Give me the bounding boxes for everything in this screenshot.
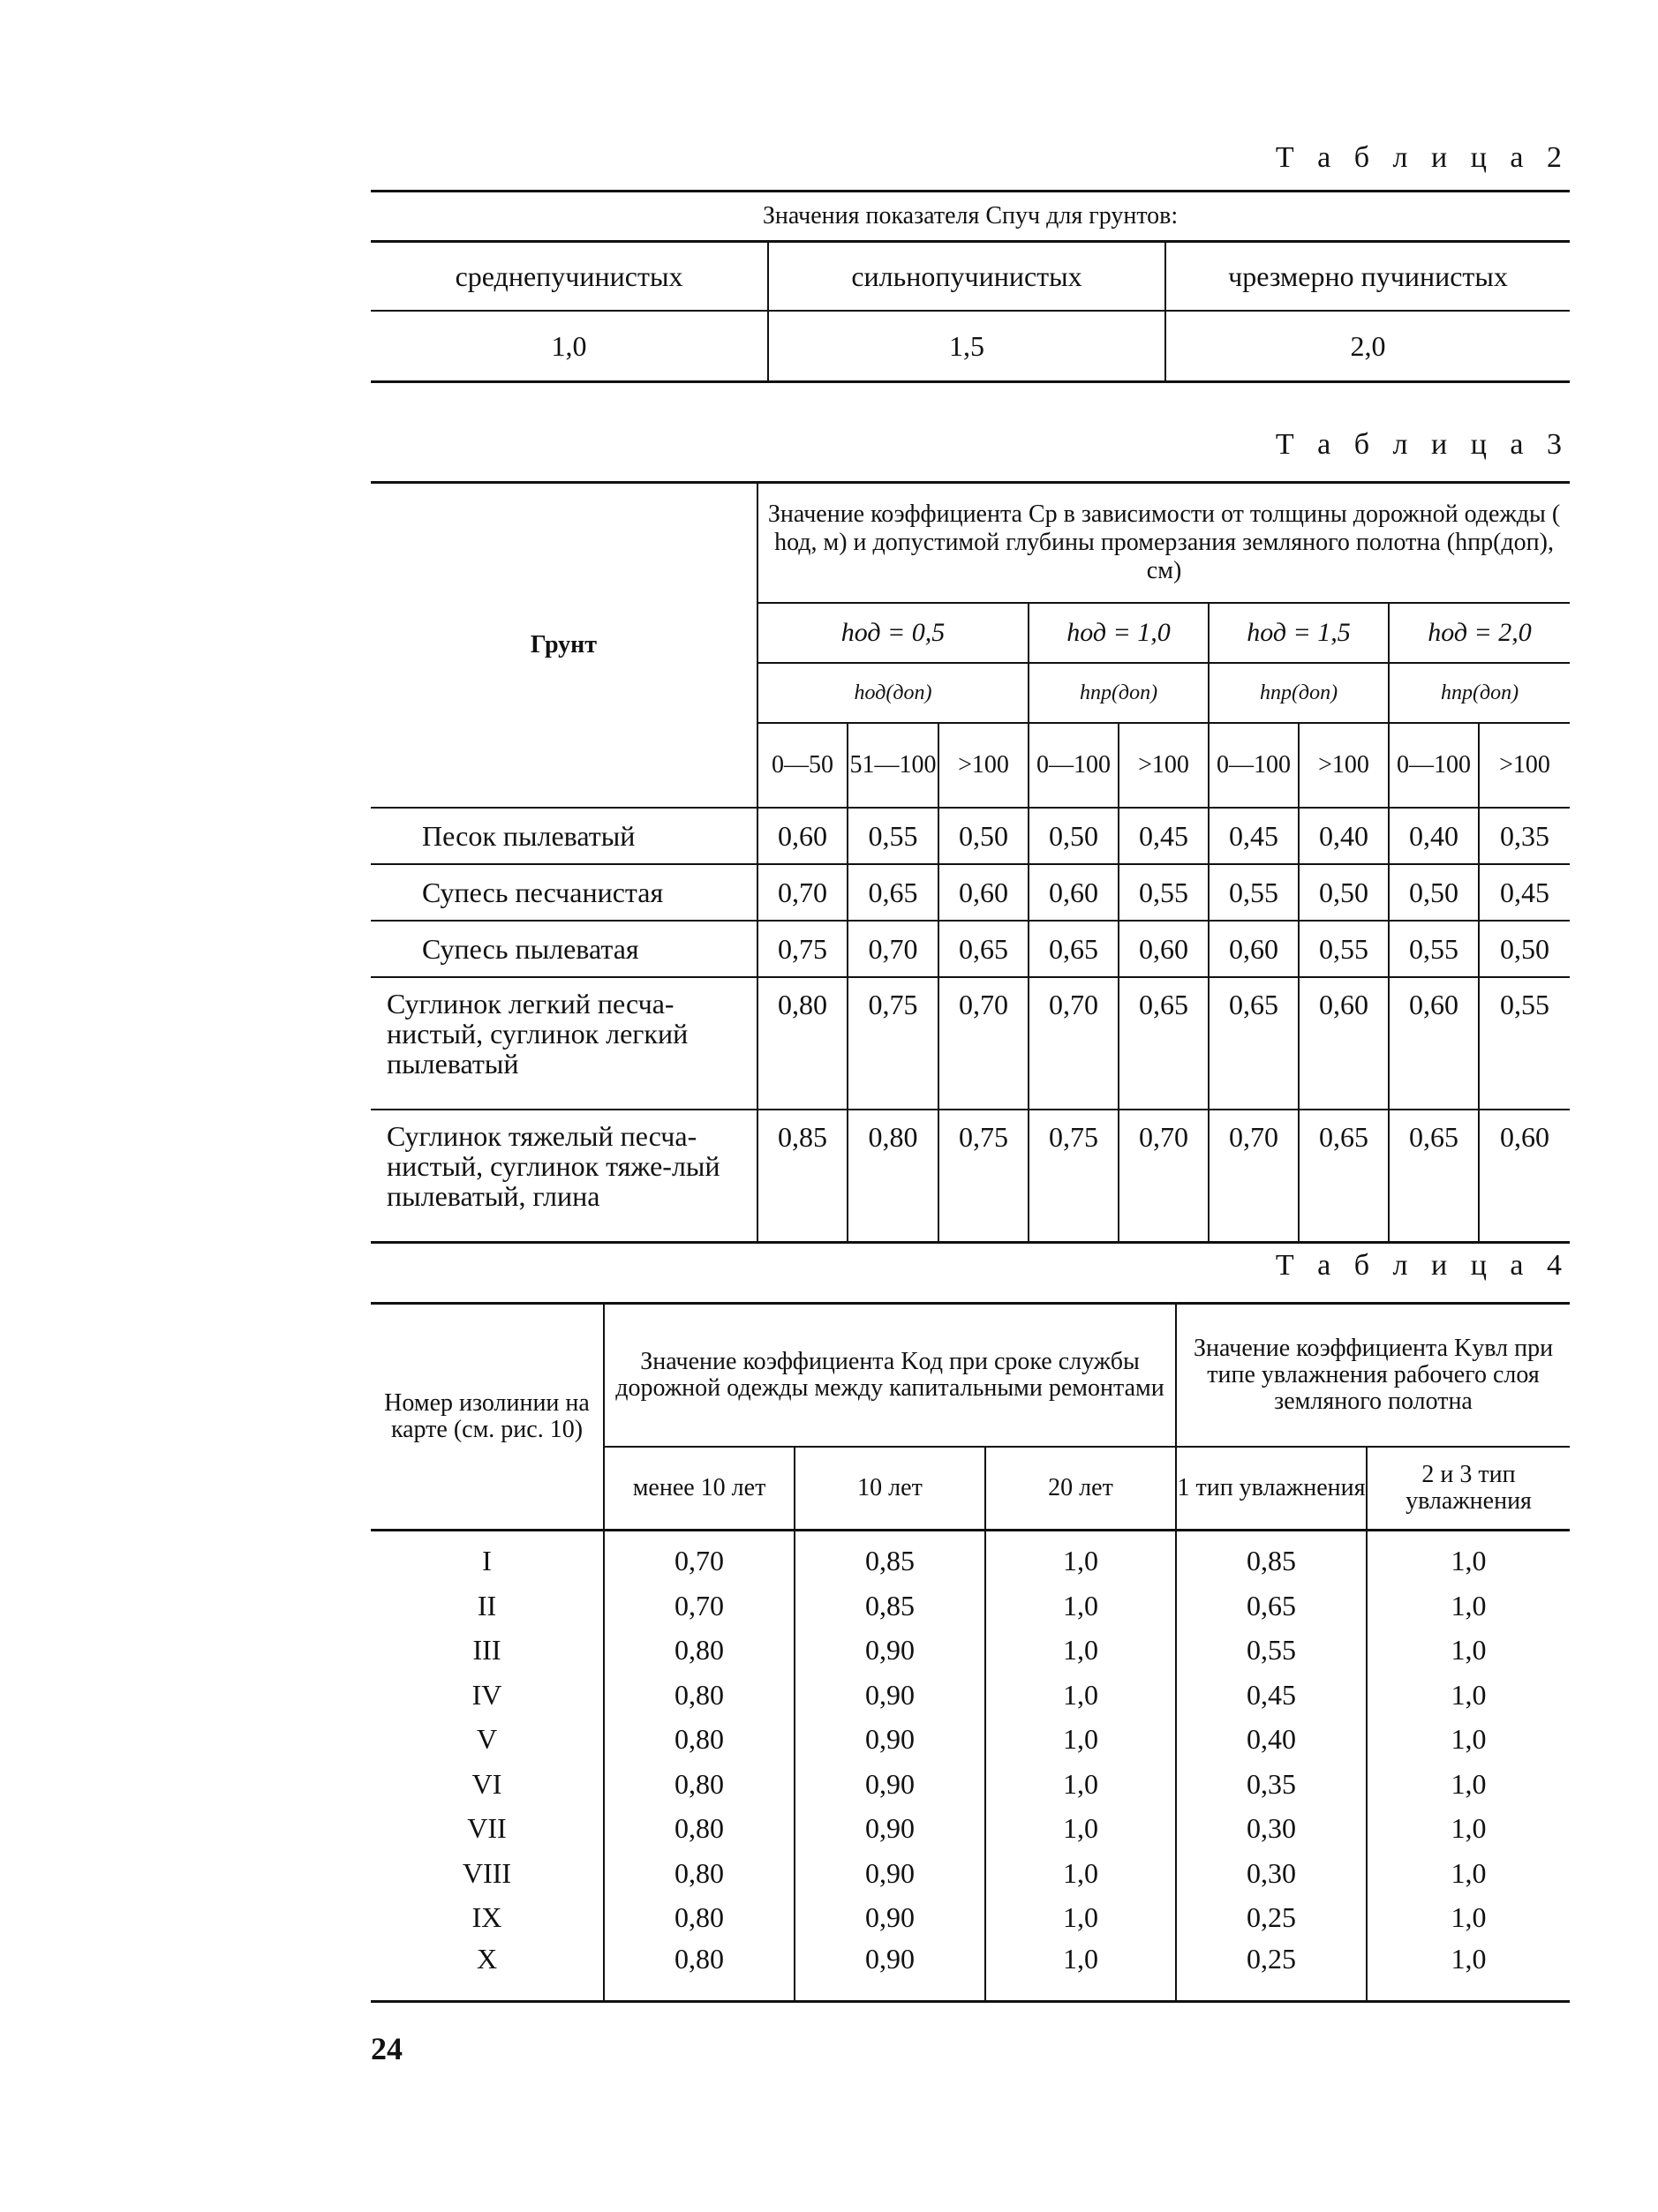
table-cell: 0,70	[938, 977, 1029, 1110]
table-row	[371, 1717, 1570, 1762]
table-cell: 0,85	[795, 1531, 985, 1584]
table-cell: 0,90	[795, 1851, 985, 1896]
table-cell: 0,90	[795, 1762, 985, 1807]
table-cell: 0,50	[1479, 921, 1570, 977]
table3-depth-4: hпр(доп)	[1389, 663, 1570, 723]
table2-col-1: среднепучинистых	[371, 242, 768, 312]
table-cell: 0,70	[757, 864, 848, 921]
table-cell: 1,0	[1367, 1673, 1570, 1718]
table2-value-3: 2,0	[1165, 311, 1570, 382]
table-cell: 0,50	[1299, 864, 1389, 921]
table-cell: 0,65	[848, 864, 938, 921]
table-cell: 0,65	[1389, 1110, 1479, 1243]
table-cell: 0,90	[795, 1940, 985, 2002]
table-cell: 0,75	[757, 921, 848, 977]
table-cell: 0,55	[1119, 864, 1209, 921]
table-cell: 0,70	[848, 921, 938, 977]
table-cell: 0,85	[795, 1584, 985, 1629]
table-cell: 0,80	[848, 1110, 938, 1243]
table3-thickness-2: hод = 1,0	[1029, 603, 1209, 663]
table-cell: 0,45	[1209, 808, 1299, 864]
table2-caption: Т а б л и ц а 2	[1275, 141, 1570, 174]
table-cell: 0,35	[1479, 808, 1570, 864]
table-cell: 1,0	[1367, 1762, 1570, 1807]
isoline-number: X	[476, 1942, 498, 1975]
table-row	[371, 1940, 1570, 2002]
table-cell: 1,0	[985, 1806, 1176, 1851]
table-cell: 0,30	[1176, 1851, 1367, 1896]
table3-depth-1: hод(доп)	[757, 663, 1029, 723]
table4-sub-kod-3: 20 лет	[985, 1447, 1176, 1531]
table-cell: 0,90	[795, 1806, 985, 1851]
table4-sub-kod-1: менее 10 лет	[604, 1447, 795, 1531]
table-cell: 0,40	[1176, 1717, 1367, 1762]
table3-thickness-4: hод = 2,0	[1389, 603, 1570, 663]
table-cell: 0,65	[1119, 977, 1209, 1110]
table-cell: 0,50	[938, 808, 1029, 864]
table-row	[371, 1531, 1570, 1584]
table-cell: 1,0	[1367, 1531, 1570, 1584]
table-cell: 0,65	[1176, 1584, 1367, 1629]
table-cell: 1,0	[1367, 1940, 1570, 2002]
table-row	[371, 1628, 1570, 1673]
table-cell: 0,60	[1479, 1110, 1570, 1243]
table3	[371, 481, 1570, 1244]
isoline-number: VI	[471, 1767, 502, 1800]
table4-sub-kuvl-1: 1 тип увлажнения	[1176, 1447, 1367, 1531]
table-cell: 0,55	[1479, 977, 1570, 1110]
table3-range: >100	[938, 723, 1029, 808]
soil-name: Песок пылеватый	[371, 808, 757, 864]
table-cell: 0,60	[757, 808, 848, 864]
table-cell: 0,60	[1029, 864, 1119, 921]
table-cell: 1,0	[1367, 1717, 1570, 1762]
table-cell: 0,85	[1176, 1531, 1367, 1584]
table-cell: 1,0	[985, 1762, 1176, 1807]
table3-range: >100	[1299, 723, 1389, 808]
table-cell: 0,60	[1299, 977, 1389, 1110]
table-cell: 0,55	[848, 808, 938, 864]
table-cell: 1,0	[985, 1584, 1176, 1629]
table-cell: 0,65	[1029, 921, 1119, 977]
table-row	[371, 1762, 1570, 1807]
table-cell: 0,55	[1209, 864, 1299, 921]
table-cell: 0,65	[938, 921, 1029, 977]
table-cell: 1,0	[985, 1673, 1176, 1718]
table-cell: 0,25	[1176, 1940, 1367, 2002]
table4-caption: Т а б л и ц а 4	[1275, 1249, 1570, 1282]
table-cell: 0,65	[1299, 1110, 1389, 1243]
table-cell: 0,35	[1176, 1762, 1367, 1807]
table-row	[371, 1895, 1570, 1940]
table-cell: 0,30	[1176, 1806, 1367, 1851]
table-cell: 0,75	[1029, 1110, 1119, 1243]
table-cell: 0,80	[604, 1762, 795, 1807]
table-cell: 1,0	[985, 1531, 1176, 1584]
table3-range: >100	[1119, 723, 1209, 808]
table2-value-1: 1,0	[551, 329, 587, 362]
table-cell: 0,90	[795, 1673, 985, 1718]
soil-name: Суглинок тяжелый песча-нистый, суглинок тяже-лый пылеватый, глина	[371, 1110, 757, 1243]
table3-header-main: Значение коэффициента Ср в зависимости от толщины дорожной одежды ( hод, м) и допустимой глубины промерзания земляного полотна (hпр(доп), см)	[757, 483, 1570, 604]
table-cell: 0,25	[1176, 1895, 1367, 1940]
table-cell: 0,80	[604, 1717, 795, 1762]
table2-value-2: 1,5	[768, 311, 1165, 382]
table3-range: 0—50	[757, 723, 848, 808]
table-cell: 0,90	[795, 1895, 985, 1940]
isoline-number: I	[482, 1545, 492, 1577]
isoline-number: VII	[467, 1812, 507, 1845]
table-cell: 0,55	[1389, 921, 1479, 977]
table3-col-grunt: Грунт	[371, 483, 757, 809]
table-cell: 0,80	[604, 1851, 795, 1896]
table3-depth-3: hпр(доп)	[1209, 663, 1389, 723]
isoline-number: III	[472, 1634, 501, 1667]
soil-name: Супесь пылеватая	[371, 921, 757, 977]
table-cell: 0,65	[1209, 977, 1299, 1110]
table-cell: 0,70	[1029, 977, 1119, 1110]
table3-range: >100	[1479, 723, 1570, 808]
table-cell: 0,40	[1299, 808, 1389, 864]
table-row	[371, 864, 1570, 921]
table-row	[371, 1806, 1570, 1851]
table2-col-3: чрезмерно пучинистых	[1165, 242, 1570, 312]
table-cell: 1,0	[1367, 1628, 1570, 1673]
table-cell: 1,0	[1367, 1806, 1570, 1851]
table-cell: 0,70	[1119, 1110, 1209, 1243]
table-cell: 0,40	[1389, 808, 1479, 864]
page-number: 24	[371, 2031, 403, 2066]
table-row	[371, 1584, 1570, 1629]
table-row	[371, 977, 1570, 1110]
table-cell: 0,50	[1389, 864, 1479, 921]
table-cell: 1,0	[985, 1717, 1176, 1762]
table-cell: 0,60	[1209, 921, 1299, 977]
soil-name: Супесь песчанистая	[371, 864, 757, 921]
table-cell: 0,45	[1176, 1673, 1367, 1718]
table-cell: 0,45	[1479, 864, 1570, 921]
table-cell: 0,70	[1209, 1110, 1299, 1243]
table2-header: Значения показателя Спуч для грунтов:	[371, 192, 1570, 242]
table3-thickness-3: hод = 1,5	[1209, 603, 1389, 663]
table-row	[371, 1110, 1570, 1243]
table4-header-kod: Значение коэффициента Kод при сроке службы дорожной одежды между капитальными ремонтами	[604, 1304, 1176, 1448]
table3-depth-2: hпр(доп)	[1029, 663, 1209, 723]
table-cell: 0,60	[1389, 977, 1479, 1110]
table2-col-2: сильнопучинистых	[768, 242, 1165, 312]
table-cell: 0,80	[604, 1940, 795, 2002]
table-cell: 0,55	[1299, 921, 1389, 977]
table-row	[371, 1673, 1570, 1718]
isoline-number: IX	[471, 1901, 502, 1934]
table3-range: 0—100	[1029, 723, 1119, 808]
table4-sub-kuvl-2: 2 и 3 тип увлажнения	[1367, 1447, 1570, 1531]
table3-caption: Т а б л и ц а 3	[1275, 428, 1570, 461]
table4-sub-kod-2: 10 лет	[795, 1447, 985, 1531]
table-cell: 0,60	[1119, 921, 1209, 977]
table2	[371, 190, 1570, 383]
table3-range: 0—100	[1209, 723, 1299, 808]
table-cell: 0,60	[938, 864, 1029, 921]
table-cell: 1,0	[985, 1895, 1176, 1940]
table-row	[371, 921, 1570, 977]
table-cell: 1,0	[1367, 1851, 1570, 1896]
table4-header-kuvl: Значение коэффициента Kувл при типе увлажнения рабочего слоя земляного полотна	[1176, 1304, 1570, 1448]
table-cell: 0,90	[795, 1717, 985, 1762]
table-cell: 0,45	[1119, 808, 1209, 864]
table-cell: 0,85	[757, 1110, 848, 1243]
table-row	[371, 808, 1570, 864]
table-cell: 0,75	[848, 977, 938, 1110]
table-cell: 0,55	[1176, 1628, 1367, 1673]
table4	[371, 1302, 1570, 2003]
soil-name: Суглинок легкий песча-нистый, суглинок легкий пылеватый	[371, 977, 757, 1110]
table-cell: 0,50	[1029, 808, 1119, 864]
table3-range: 51—100	[848, 723, 938, 808]
table-cell: 1,0	[1367, 1584, 1570, 1629]
isoline-number: II	[477, 1589, 497, 1621]
table-cell: 1,0	[985, 1628, 1176, 1673]
table-cell: 0,80	[604, 1895, 795, 1940]
table-cell: 1,0	[985, 1940, 1176, 2002]
table-cell: 0,80	[604, 1673, 795, 1718]
table-cell: 1,0	[985, 1851, 1176, 1896]
table-cell: 0,70	[604, 1531, 795, 1584]
table3-range: 0—100	[1389, 723, 1479, 808]
table-cell: 0,70	[604, 1584, 795, 1629]
table-cell: 0,75	[938, 1110, 1029, 1243]
isoline-number: IV	[471, 1678, 502, 1711]
isoline-number: V	[476, 1723, 498, 1756]
table-cell: 0,80	[757, 977, 848, 1110]
table-cell: 0,80	[604, 1806, 795, 1851]
isoline-number: VIII	[462, 1856, 512, 1889]
table-cell: 0,90	[795, 1628, 985, 1673]
table-cell: 0,80	[604, 1628, 795, 1673]
table-row	[371, 1851, 1570, 1896]
table4-col-isoline: Номер изолинии на карте (см. рис. 10)	[371, 1304, 604, 1531]
table3-thickness-1: hод = 0,5	[757, 603, 1029, 663]
table-cell: 1,0	[1367, 1895, 1570, 1940]
